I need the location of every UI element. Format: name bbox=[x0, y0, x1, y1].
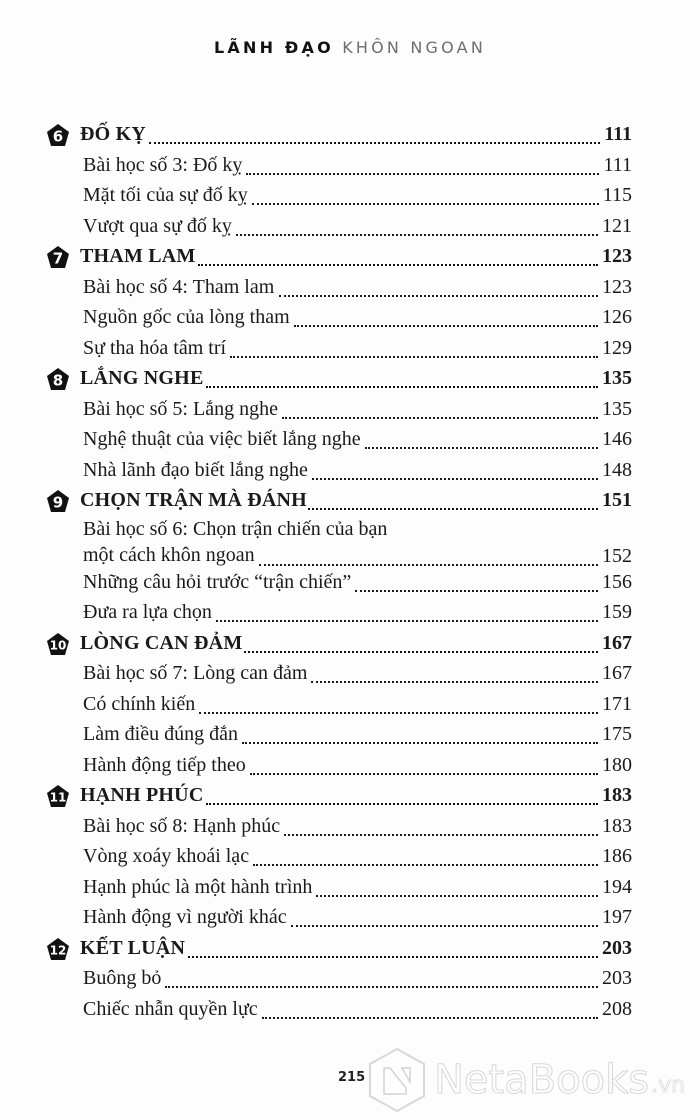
dot-leader bbox=[252, 203, 599, 205]
chapter-number-badge-icon bbox=[46, 489, 70, 513]
chapter-title: CHỌN TRẬN MÀ ĐÁNH bbox=[80, 489, 307, 511]
section-title: Vượt qua sự đố kỵ bbox=[83, 214, 232, 237]
section-page-number: 175 bbox=[602, 723, 632, 745]
dot-leader bbox=[253, 864, 598, 866]
page-number: 215 bbox=[338, 1070, 366, 1085]
chapter-number-badge-icon bbox=[46, 245, 70, 269]
chapter-title: LẮNG NGHE bbox=[80, 367, 204, 389]
dot-leader bbox=[206, 386, 598, 388]
toc-chapter-row[interactable] bbox=[0, 629, 700, 659]
chapter-number: 7 bbox=[52, 249, 64, 268]
section-title: Nghệ thuật của việc biết lắng nghe bbox=[83, 428, 361, 450]
section-page-number: 197 bbox=[602, 906, 632, 928]
chapter-number: 8 bbox=[52, 371, 64, 390]
dot-leader bbox=[311, 681, 598, 683]
dot-leader bbox=[294, 325, 598, 327]
dot-leader bbox=[199, 712, 598, 714]
section-page-number: 152 bbox=[602, 544, 632, 567]
dot-leader bbox=[250, 773, 598, 775]
section-page-number: 156 bbox=[602, 570, 632, 593]
chapter-page-number: 183 bbox=[602, 784, 632, 806]
section-page-number: 129 bbox=[602, 336, 632, 359]
section-title-line-1: Bài học số 6: Chọn trận chiến của bạn bbox=[83, 517, 388, 540]
section-title: Hạnh phúc là một hành trình bbox=[83, 875, 313, 898]
section-title: Bài học số 4: Tham lam bbox=[83, 275, 275, 298]
dot-leader bbox=[188, 956, 598, 958]
toc-section-row[interactable] bbox=[0, 720, 700, 750]
dot-leader bbox=[365, 447, 598, 449]
dot-leader bbox=[279, 295, 598, 297]
chapter-page-number: 167 bbox=[602, 631, 632, 654]
toc-section-row[interactable] bbox=[0, 334, 700, 364]
chapter-title: LÒNG CAN ĐẢM bbox=[80, 631, 243, 654]
toc-chapter-row[interactable] bbox=[0, 486, 700, 516]
section-page-number: 115 bbox=[602, 184, 632, 206]
dot-leader bbox=[198, 264, 598, 266]
section-page-number: 123 bbox=[602, 275, 632, 298]
dot-leader bbox=[284, 834, 598, 836]
dot-leader bbox=[165, 986, 598, 988]
chapter-title: ĐỐ KỴ bbox=[80, 123, 146, 145]
chapter-number: 11 bbox=[49, 790, 67, 805]
section-page-number: 186 bbox=[602, 845, 632, 867]
section-page-number: 203 bbox=[602, 967, 632, 989]
chapter-number: 6 bbox=[52, 127, 64, 146]
toc-section-row[interactable] bbox=[0, 964, 700, 994]
toc-chapter-row[interactable] bbox=[0, 120, 700, 150]
section-title bbox=[83, 516, 387, 568]
section-title: Bài học số 7: Lòng can đảm bbox=[83, 662, 308, 684]
chapter-number: 12 bbox=[49, 943, 67, 957]
dot-leader bbox=[206, 803, 598, 805]
toc-chapter-row[interactable] bbox=[0, 364, 700, 394]
toc-chapter-row[interactable] bbox=[0, 242, 700, 272]
toc-section-row[interactable] bbox=[0, 425, 700, 455]
toc-section-row[interactable] bbox=[0, 456, 700, 486]
section-title: Chiếc nhẫn quyền lực bbox=[83, 997, 258, 1020]
section-page-number: 183 bbox=[602, 814, 632, 837]
chapter-number: 9 bbox=[52, 493, 64, 512]
toc-section-row[interactable] bbox=[0, 212, 700, 242]
section-title-line-2: một cách khôn ngoan bbox=[83, 543, 255, 566]
section-page-number: 194 bbox=[602, 875, 632, 898]
chapter-page-number: 203 bbox=[602, 936, 632, 959]
toc-section-row[interactable] bbox=[0, 181, 700, 211]
dot-leader bbox=[312, 478, 598, 480]
section-title: Bài học số 5: Lắng nghe bbox=[83, 397, 278, 420]
chapter-page-number: 135 bbox=[602, 367, 632, 389]
section-page-number: 159 bbox=[602, 601, 632, 623]
section-title: Vòng xoáy khoái lạc bbox=[83, 845, 250, 867]
toc-section-row[interactable] bbox=[0, 151, 700, 181]
section-title: Nguồn gốc của lòng tham bbox=[83, 306, 290, 328]
section-page-number: 167 bbox=[602, 662, 632, 684]
chapter-number-badge-icon bbox=[46, 123, 70, 147]
toc-section-row[interactable] bbox=[0, 517, 700, 567]
toc-section-row[interactable] bbox=[0, 659, 700, 689]
dot-leader bbox=[262, 1017, 598, 1019]
dot-leader bbox=[149, 142, 600, 144]
netabooks-logo-icon bbox=[366, 1046, 428, 1114]
chapter-number-badge-icon bbox=[46, 937, 70, 961]
dot-leader bbox=[259, 564, 598, 566]
dot-leader bbox=[216, 620, 598, 622]
toc-section-row[interactable] bbox=[0, 995, 700, 1025]
section-page-number: 148 bbox=[602, 458, 632, 481]
section-title: Có chính kiến bbox=[83, 692, 196, 715]
dot-leader bbox=[316, 895, 598, 897]
dot-leader bbox=[242, 742, 598, 744]
section-page-number: 121 bbox=[602, 214, 632, 237]
dot-leader bbox=[230, 356, 598, 358]
dot-leader bbox=[291, 925, 598, 927]
section-title: Buông bỏ bbox=[83, 967, 162, 989]
header-title-bold: LÃNH ĐẠO bbox=[214, 38, 334, 57]
section-page-number: 180 bbox=[602, 753, 632, 776]
watermark-brand: NetaBooks bbox=[434, 1057, 650, 1103]
section-title: Mặt tối của sự đố kỵ bbox=[83, 184, 248, 206]
toc-section-row[interactable] bbox=[0, 751, 700, 781]
toc-section-row[interactable] bbox=[0, 303, 700, 333]
section-page-number: 126 bbox=[602, 306, 632, 328]
toc-section-row[interactable] bbox=[0, 598, 700, 628]
netabooks-watermark bbox=[366, 1045, 685, 1115]
chapter-page-number: 123 bbox=[602, 245, 632, 267]
section-title: Bài học số 8: Hạnh phúc bbox=[83, 814, 281, 837]
section-page-number: 146 bbox=[602, 428, 632, 450]
dot-leader bbox=[236, 234, 598, 236]
toc-chapter-row[interactable] bbox=[0, 781, 700, 811]
watermark-tld: .vn bbox=[651, 1072, 686, 1098]
toc-section-row[interactable] bbox=[0, 690, 700, 720]
toc-section-row[interactable] bbox=[0, 903, 700, 933]
section-title: Bài học số 3: Đố kỵ bbox=[83, 153, 243, 176]
chapter-number-badge-icon bbox=[46, 632, 70, 656]
chapter-title: KẾT LUẬN bbox=[80, 936, 186, 959]
section-title: Hành động vì người khác bbox=[83, 906, 287, 928]
dot-leader bbox=[246, 173, 599, 175]
chapter-page-number: 111 bbox=[604, 123, 632, 145]
toc-section-row[interactable] bbox=[0, 812, 700, 842]
chapter-title: THAM LAM bbox=[80, 245, 196, 267]
section-title: Nhà lãnh đạo biết lắng nghe bbox=[83, 458, 308, 481]
toc-section-row[interactable] bbox=[0, 568, 700, 598]
toc-section-row[interactable] bbox=[0, 873, 700, 903]
dot-leader bbox=[308, 508, 598, 510]
section-page-number: 111 bbox=[603, 153, 632, 176]
section-title: Làm điều đúng đắn bbox=[83, 723, 238, 745]
chapter-page-number: 151 bbox=[602, 489, 632, 511]
chapter-number-badge-icon bbox=[46, 367, 70, 391]
dot-leader bbox=[355, 590, 598, 592]
chapter-number-badge-icon bbox=[46, 784, 70, 808]
dot-leader bbox=[282, 417, 598, 419]
chapter-title: HẠNH PHÚC bbox=[80, 784, 204, 806]
section-title: Sự tha hóa tâm trí bbox=[83, 336, 227, 359]
section-title: Hành động tiếp theo bbox=[83, 753, 246, 776]
toc-section-row[interactable] bbox=[0, 842, 700, 872]
dot-leader bbox=[244, 651, 598, 653]
header-title-light: KHÔN NGOAN bbox=[342, 38, 486, 57]
toc-section-row[interactable] bbox=[0, 273, 700, 303]
toc-section-row[interactable] bbox=[0, 395, 700, 425]
section-page-number: 171 bbox=[602, 692, 632, 715]
section-page-number: 135 bbox=[602, 397, 632, 420]
running-header bbox=[0, 38, 700, 57]
chapter-number: 10 bbox=[49, 638, 67, 652]
section-page-number: 208 bbox=[602, 997, 632, 1020]
section-title: Đưa ra lựa chọn bbox=[83, 601, 212, 623]
section-title: Những câu hỏi trước “trận chiến” bbox=[83, 570, 352, 593]
toc-chapter-row[interactable] bbox=[0, 934, 700, 964]
